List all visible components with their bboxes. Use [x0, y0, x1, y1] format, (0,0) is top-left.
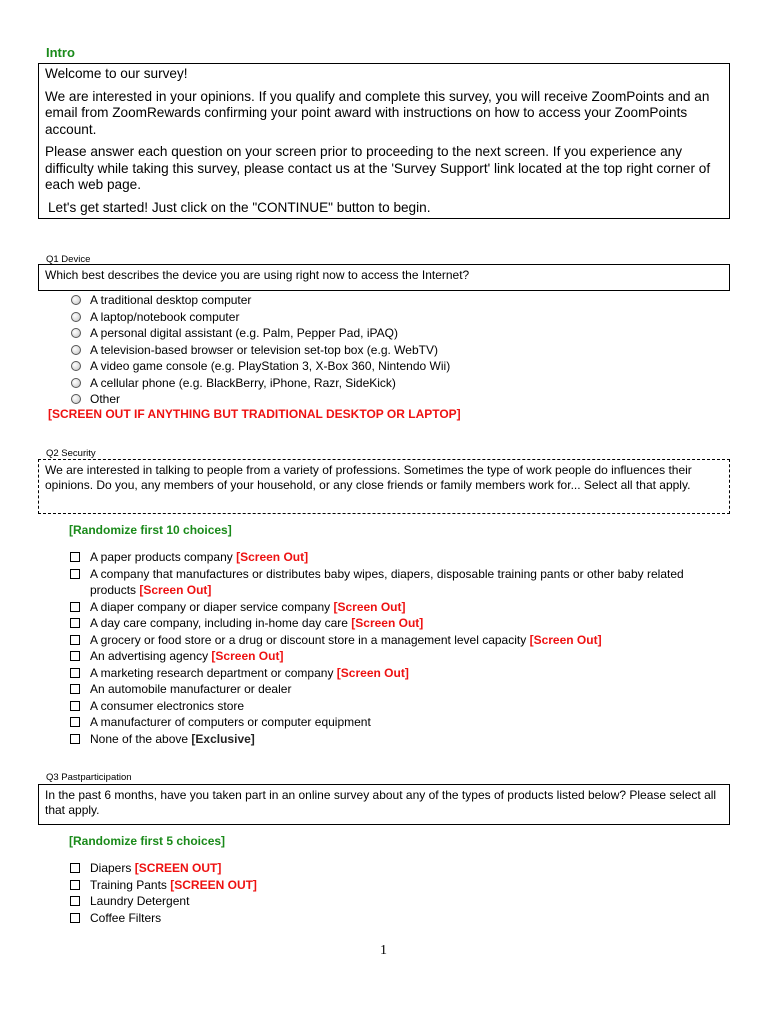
exclusive-tag: [Exclusive] [191, 731, 255, 746]
q2-option-label: A diaper company or diaper service company [90, 599, 331, 614]
screen-out-tag: [Screen Out] [211, 649, 284, 663]
q2-option-label: None of the above [90, 731, 189, 746]
checkbox-icon[interactable] [70, 913, 80, 923]
checkbox-icon[interactable] [70, 880, 80, 890]
q1-option-label: A television-based browser or television set-top box (e.g. WebTV) [90, 342, 438, 357]
intro-heading: Intro [46, 45, 75, 60]
q2-option-label: An automobile manufacturer or dealer [90, 682, 292, 696]
q1-option[interactable] [69, 375, 450, 392]
q2-option[interactable] [69, 731, 730, 748]
q2-option[interactable] [69, 681, 730, 698]
screen-out-tag: [Screen Out] [529, 632, 602, 647]
radio-button-icon[interactable] [71, 361, 81, 371]
checkbox-icon[interactable] [70, 734, 80, 744]
q1-option-label: A personal digital assistant (e.g. Palm, Pepper Pad, iPAQ) [90, 326, 398, 340]
page-number: 1 [380, 943, 387, 958]
radio-button-icon[interactable] [71, 295, 81, 305]
q2-option[interactable] [69, 648, 730, 665]
q2-option[interactable] [69, 549, 730, 566]
q2-question-text: We are interested in talking to people from a variety of professions. Sometimes the type of work people do influences their opinions. Do you, any members of your household, or any close friends or family members work for... Select all that apply. [45, 463, 692, 492]
checkbox-icon[interactable] [70, 668, 80, 678]
radio-button-icon[interactable] [71, 394, 81, 404]
q2-option-label: An advertising agency [90, 649, 209, 663]
screen-out-tag: [Screen Out] [336, 665, 409, 680]
checkbox-icon[interactable] [70, 717, 80, 727]
q3-question-text: In the past 6 months, have you taken part in an online survey about any of the types of products listed below? Please select all that apply. [45, 788, 717, 817]
q1-option[interactable] [69, 342, 450, 359]
screen-out-tag: [Screen Out] [351, 616, 424, 630]
checkbox-icon[interactable] [70, 618, 80, 628]
q3-option-label: Training Pants [90, 877, 171, 892]
intro-paragraph: We are interested in your opinions. If you qualify and complete this survey, you will receive ZoomPoints and an email from ZoomRewards confirming your point award with instructions on how to access your ZoomPoints account. [45, 88, 710, 137]
screen-out-tag: [Screen Out] [139, 583, 212, 597]
q1-option-label: Other [90, 392, 121, 406]
q2-option[interactable] [69, 714, 730, 731]
q2-question-box [38, 459, 730, 514]
radio-button-icon[interactable] [71, 312, 81, 322]
q3-option[interactable] [69, 910, 257, 927]
q2-label: Q2 Security [46, 448, 96, 459]
checkbox-icon[interactable] [70, 552, 80, 562]
intro-paragraph: Please answer each question on your screen prior to proceeding to the next screen. If you experience any difficulty while taking this survey, please contact us at the 'Survey Support' link located at the top right corner of each web page. [45, 144, 711, 192]
radio-button-icon[interactable] [71, 378, 81, 388]
checkbox-icon[interactable] [70, 651, 80, 661]
q1-option-label: A traditional desktop computer [90, 293, 252, 307]
intro-paragraph: Welcome to our survey! [45, 66, 188, 81]
q3-label: Q3 Pastparticipation [46, 772, 132, 783]
q1-question-text: Which best describes the device you are using right now to access the Internet? [45, 268, 470, 282]
intro-start-text: Let's get started! Just click on the "CONTINUE" button to begin. [48, 199, 431, 215]
radio-button-icon[interactable] [71, 345, 81, 355]
q3-randomize-note: [Randomize first 5 choices] [69, 834, 226, 848]
q3-option-label: Coffee Filters [90, 910, 162, 925]
q2-option[interactable] [69, 615, 730, 632]
q2-option-label: A grocery or food store or a drug or discount store in a management level capacity [90, 632, 527, 647]
q2-option-label: A paper products company [90, 550, 233, 564]
screen-out-tag: [Screen Out] [333, 599, 406, 614]
q1-label: Q1 Device [46, 254, 91, 265]
q1-option[interactable] [69, 292, 450, 309]
q1-option-label: A video game console (e.g. PlayStation 3, X-Box 360, Nintendo Wii) [90, 359, 451, 373]
q3-option[interactable] [69, 877, 257, 894]
q1-option[interactable] [69, 309, 450, 326]
q1-option-label: A laptop/notebook computer [90, 309, 240, 324]
q1-option[interactable] [69, 325, 450, 342]
screen-out-tag: [SCREEN OUT] [134, 861, 222, 875]
checkbox-icon[interactable] [70, 569, 80, 579]
q2-option-label: A day care company, including in-home day care [90, 616, 348, 630]
q2-option[interactable] [69, 698, 730, 715]
q2-options [69, 549, 730, 747]
q2-option[interactable] [69, 632, 730, 649]
radio-button-icon[interactable] [71, 328, 81, 338]
q3-option[interactable] [69, 893, 257, 910]
q2-option-label: A consumer electronics store [90, 698, 245, 713]
q2-option-label: A manufacturer of computers or computer equipment [90, 715, 371, 729]
q2-option[interactable] [69, 566, 730, 599]
q1-option[interactable] [69, 391, 450, 408]
intro-box [38, 63, 730, 219]
checkbox-icon[interactable] [70, 863, 80, 873]
checkbox-icon[interactable] [70, 701, 80, 711]
q3-option-label: Diapers [90, 861, 132, 875]
q1-option[interactable] [69, 358, 450, 375]
q1-options [69, 292, 450, 408]
checkbox-icon[interactable] [70, 602, 80, 612]
q3-option[interactable] [69, 860, 257, 877]
q3-question-box [38, 784, 730, 825]
q2-option-label: A marketing research department or company [90, 665, 334, 680]
screen-out-tag: [SCREEN OUT] [170, 877, 257, 892]
q3-options [69, 860, 257, 926]
q2-option[interactable] [69, 599, 730, 616]
q1-screen-out-note: [SCREEN OUT IF ANYTHING BUT TRADITIONAL DESKTOP OR LAPTOP] [48, 407, 461, 421]
checkbox-icon[interactable] [70, 896, 80, 906]
q2-option-label: A company that manufactures or distributes baby wipes, diapers, disposable training pants or other baby related products [90, 566, 684, 597]
q3-option-label: Laundry Detergent [90, 894, 190, 908]
checkbox-icon[interactable] [70, 635, 80, 645]
q1-question-box [38, 264, 730, 291]
q2-randomize-note: [Randomize first 10 choices] [69, 523, 232, 537]
q2-option[interactable] [69, 665, 730, 682]
screen-out-tag: [Screen Out] [236, 550, 309, 564]
checkbox-icon[interactable] [70, 684, 80, 694]
q1-option-label: A cellular phone (e.g. BlackBerry, iPhone, Razr, SideKick) [90, 375, 396, 390]
